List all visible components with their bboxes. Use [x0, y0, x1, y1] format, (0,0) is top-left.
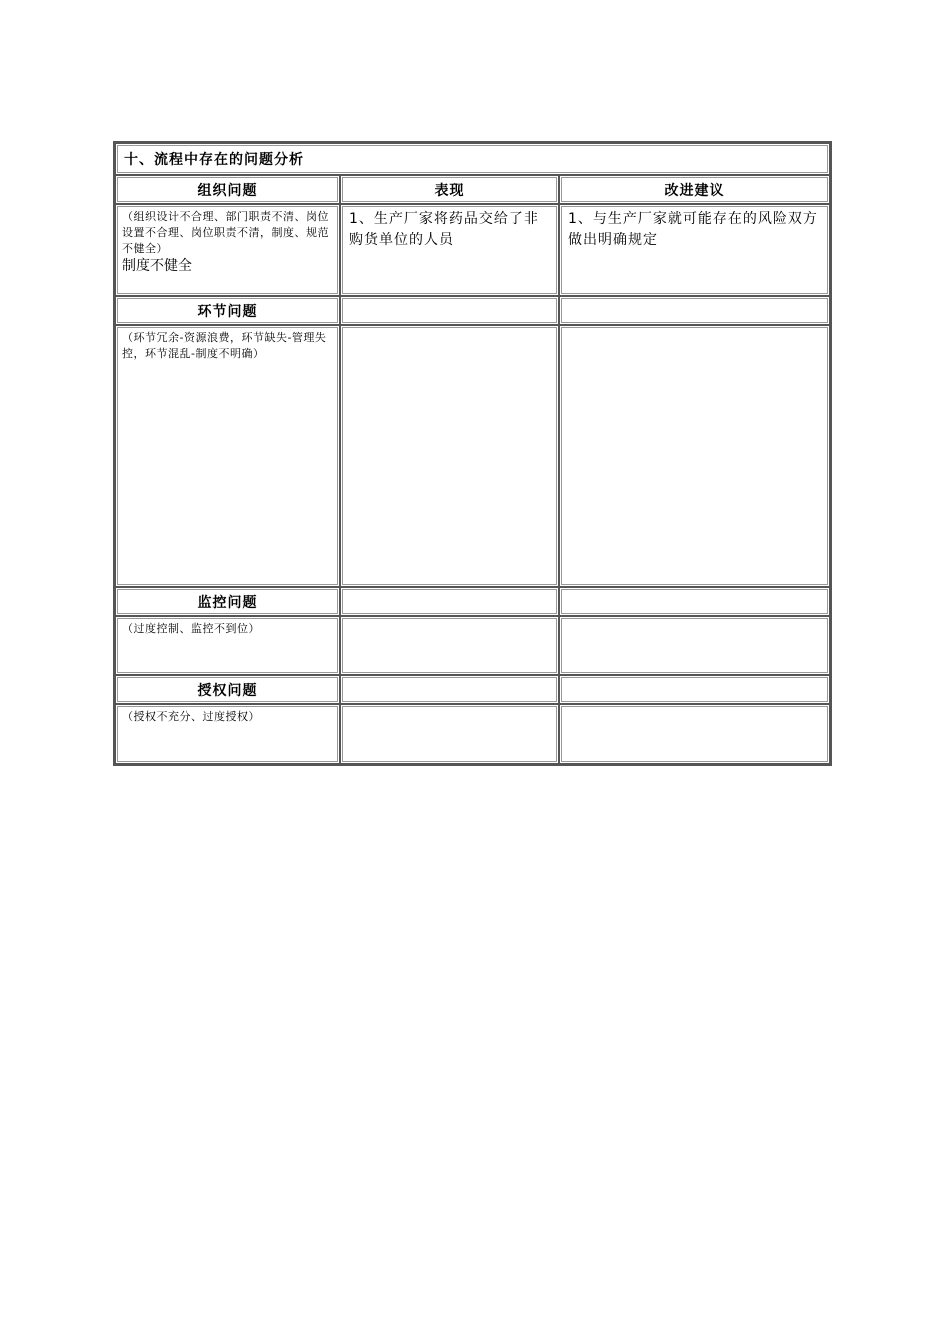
organization-manifestation-cell	[340, 204, 559, 296]
link-note: （环节冗余-资源浪费，环节缺失-管理失控，环节混乱-制度不明确）	[122, 331, 327, 360]
organization-note-cell	[115, 204, 340, 296]
authorization-manifestation-cell	[340, 704, 559, 764]
table-title-row	[115, 143, 830, 175]
monitoring-note-cell	[115, 616, 340, 675]
process-problem-analysis-table	[113, 141, 832, 766]
authorization-suggestion-cell	[559, 704, 830, 764]
column-header-suggestion: 改进建议	[559, 175, 830, 204]
monitoring-suggestion-cell	[559, 616, 830, 675]
organization-note-extra: 制度不健全	[122, 258, 192, 274]
section-heading-authorization: 授权问题	[115, 675, 340, 704]
section-heading-link: 环节问题	[115, 296, 340, 325]
organization-note: （组织设计不合理、部门职责不清、岗位设置不合理、岗位职责不清，制度、规范不健全）	[122, 210, 329, 255]
monitoring-heading-blank-2	[340, 587, 559, 616]
section-heading-row-authorization	[115, 675, 830, 704]
table-row-authorization	[115, 704, 830, 764]
table-row-monitoring	[115, 616, 830, 675]
table-row-organization	[115, 204, 830, 296]
organization-suggestion: 1、与生产厂家就可能存在的风险双方做出明确规定	[568, 211, 818, 248]
organization-manifestation: 1、生产厂家将药品交给了非购货单位的人员	[349, 211, 539, 248]
monitoring-manifestation-cell	[340, 616, 559, 675]
monitoring-heading-blank-3	[559, 587, 830, 616]
header-row	[115, 175, 830, 204]
link-note-cell	[115, 325, 340, 587]
authorization-heading-blank-2	[340, 675, 559, 704]
link-heading-blank-3	[559, 296, 830, 325]
organization-suggestion-cell	[559, 204, 830, 296]
monitoring-note: （过度控制、监控不到位）	[122, 622, 260, 635]
section-heading-row-link	[115, 296, 830, 325]
column-header-manifestation: 表现	[340, 175, 559, 204]
column-header-organization: 组织问题	[115, 175, 340, 204]
section-heading-monitoring: 监控问题	[115, 587, 340, 616]
authorization-note-cell	[115, 704, 340, 764]
authorization-heading-blank-3	[559, 675, 830, 704]
authorization-note: （授权不充分、过度授权）	[122, 710, 260, 723]
link-manifestation-cell	[340, 325, 559, 587]
table-title: 十、流程中存在的问题分析	[115, 143, 830, 175]
table-row-link	[115, 325, 830, 587]
link-suggestion-cell	[559, 325, 830, 587]
link-heading-blank-2	[340, 296, 559, 325]
section-heading-row-monitoring	[115, 587, 830, 616]
